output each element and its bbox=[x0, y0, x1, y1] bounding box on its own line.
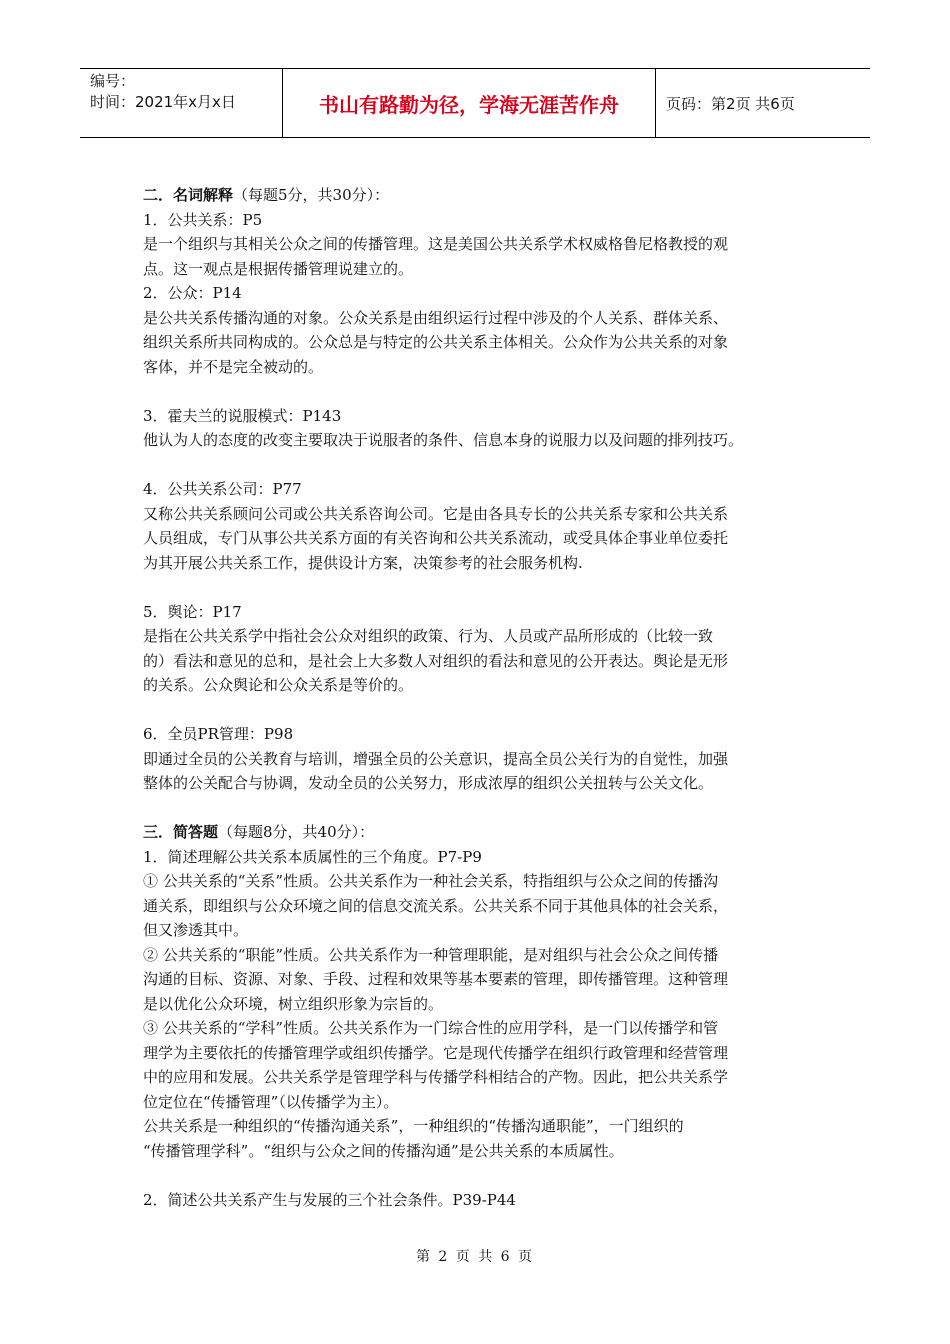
section-2-note: （每题5分，共30分）： bbox=[233, 186, 390, 204]
answer-text: ① 公共关系的“关系”性质。公共关系作为一种社会关系，特指组织与公众之间的传播沟 bbox=[143, 872, 719, 890]
page-footer: 第 2 页 共 6 页 bbox=[415, 1249, 535, 1265]
section-3-heading bbox=[143, 820, 815, 845]
section-3-note: （每题8分，共40分）： bbox=[218, 823, 375, 841]
number-label: 编号： bbox=[90, 72, 136, 90]
term-text: 的）看法和意见的总和，是社会上大多数人对组织的看法和意见的公开表达。舆论是无形 bbox=[143, 651, 729, 670]
term-text: 为其开展公共关系工作，提供设计方案，决策参考的社会服务机构. bbox=[143, 553, 583, 572]
term-text: 组织关系所共同构成的。公众总是与特定的公共关系主体相关。公众作为公共关系的对象 bbox=[143, 333, 729, 351]
term-text: 是指在公共关系学中指社会公众对组织的政策、行为、人员或产品所形成的（比较一致 bbox=[143, 627, 714, 645]
answer-text: “传播管理学科”。“组织与公众之间的传播沟通”是公共关系的本质属性。 bbox=[143, 1141, 624, 1160]
header-meta bbox=[80, 69, 283, 137]
answer-text: 中的应用和发展。公共关系学是管理学科与传播学科相结合的产物。因此，把公共关系学 bbox=[143, 1068, 729, 1086]
term-heading: 5．舆论：P17 bbox=[143, 602, 242, 621]
term-heading: 2．公众：P14 bbox=[143, 284, 242, 302]
term-text: 即通过全员的公关教育与培训，增强全员的公关意识，提高全员公关行为的自觉性，加强 bbox=[143, 749, 729, 768]
term-text: 客体，并不是完全被动的。 bbox=[143, 357, 324, 376]
term-heading: 4．公共关系公司：P77 bbox=[143, 480, 302, 498]
time-label: 时间：2021年x月x日 bbox=[90, 93, 236, 111]
term-text: 他认为人的态度的改变主要取决于说服者的条件、信息本身的说服力以及问题的排列技巧。 bbox=[143, 431, 744, 449]
answer-text: ② 公共关系的“职能”性质。公共关系作为一种管理职能，是对组织与社会公众之间传播 bbox=[143, 945, 719, 964]
answer-text: 通关系，即组织与公众环境之间的信息交流关系。公共关系不同于其他具体的社会关系， bbox=[143, 896, 729, 915]
term-text: 的关系。公众舆论和公众关系是等价的。 bbox=[143, 676, 414, 694]
answer-text: 是以优化公众环境，树立组织形象为宗旨的。 bbox=[143, 994, 444, 1013]
answer-text: 公共关系是一种组织的“传播沟通关系”，一种组织的“传播沟通职能”，一门组织的 bbox=[143, 1117, 684, 1135]
term-text: 整体的公关配合与协调，发动全员的公关努力，形成浓厚的组织公关扭转与公关文化。 bbox=[143, 774, 714, 792]
term-heading: 1．公共关系：P5 bbox=[143, 210, 263, 229]
section-3-title: 三．简答题 bbox=[143, 823, 219, 841]
question-heading: 2．简述公共关系产生与发展的三个社会条件。P39-P44 bbox=[143, 1190, 516, 1209]
document-body bbox=[143, 183, 815, 1212]
term-text: 是一个组织与其相关公众之间的传播管理。这是美国公共关系学术权威格鲁尼格教授的观 bbox=[143, 235, 729, 253]
term-text: 又称公共关系顾问公司或公共关系咨询公司。它是由各具专长的公共关系专家和公共关系 bbox=[143, 504, 729, 523]
section-2-heading bbox=[143, 183, 815, 208]
answer-text: 沟通的目标、资源、对象、手段、过程和效果等基本要素的管理，即传播管理。这种管理 bbox=[143, 970, 729, 988]
answer-text: ③ 公共关系的“学科”性质。公共关系作为一门综合性的应用学科，是一门以传播学和管 bbox=[143, 1019, 719, 1037]
section-2-title: 二．名词解释 bbox=[143, 186, 234, 204]
document-header bbox=[80, 68, 870, 138]
term-heading: 6．全员PR管理：P98 bbox=[143, 725, 294, 743]
header-slogan: 书山有路勤为径，学海无涯苦作舟 bbox=[283, 69, 656, 137]
question-heading: 1．简述理解公共关系本质属性的三个角度。P7-P9 bbox=[143, 847, 482, 866]
answer-text: 位定位在“传播管理”（以传播学为主）。 bbox=[143, 1092, 399, 1111]
answer-text: 理学为主要依托的传播管理学或组织传播学。它是现代传播学在组织行政管理和经营管理 bbox=[143, 1043, 729, 1062]
term-text: 是公共关系传播沟通的对象。公众关系是由组织运行过程中涉及的个人关系、群体关系、 bbox=[143, 308, 729, 327]
term-heading: 3．霍夫兰的说服模式：P143 bbox=[143, 406, 342, 425]
header-page-number: 页码：第2页 共6页 bbox=[666, 94, 795, 113]
answer-text: 但又渗透其中。 bbox=[143, 921, 249, 939]
term-text: 点。这一观点是根据传播管理说建立的。 bbox=[143, 259, 414, 278]
term-text: 人员组成，专门从事公共关系方面的有关咨询和公共关系流动，或受具体企事业单位委托 bbox=[143, 529, 729, 547]
